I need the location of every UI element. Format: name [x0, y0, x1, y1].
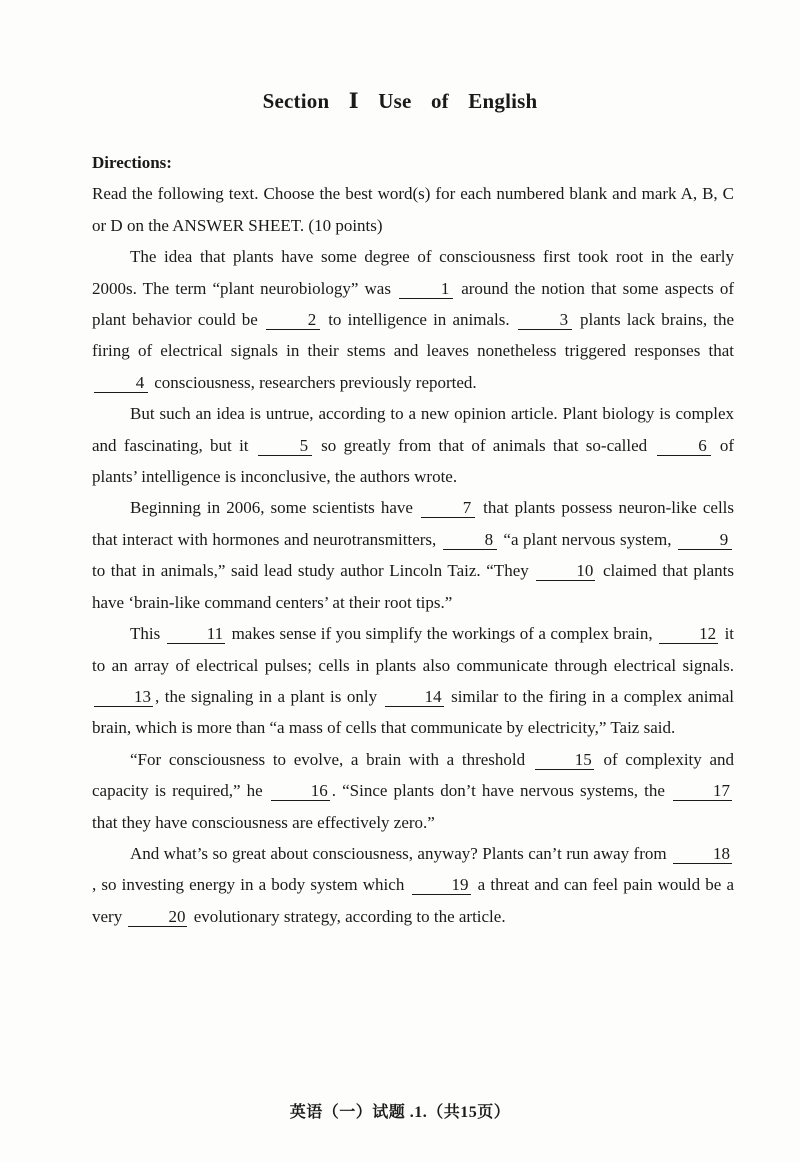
blank-13: 13	[94, 688, 153, 707]
passage-text: to that in animals,” said lead study author Lincoln Taiz. “They	[92, 561, 529, 581]
passage-text: so greatly from that of animals that so-called	[321, 435, 648, 455]
blank-2: 2	[266, 311, 320, 330]
blank-1: 1	[399, 280, 453, 299]
passage-text: Beginning in 2006, some scientists have	[130, 498, 413, 518]
blank-16: 16	[271, 782, 330, 801]
blank-4: 4	[94, 374, 148, 393]
blank-18: 18	[673, 845, 732, 864]
passage-text: evolutionary strategy, according to the article.	[193, 906, 506, 926]
passage-text: a threat and can feel pain would be a very	[92, 875, 735, 926]
passage-text: that they have consciousness are effectively zero.”	[92, 812, 435, 832]
passage-text: consciousness, researchers previously reported.	[154, 372, 477, 392]
passage-text: , so investing energy in a body system which	[92, 875, 405, 895]
blank-5: 5	[258, 437, 312, 456]
blank-6: 6	[657, 437, 711, 456]
content-area	[92, 147, 734, 932]
passage-text: The idea that plants have some degree of consciousness first took root in the early 2000s. The term “plant neurobiology” was	[92, 247, 734, 298]
passage-paragraph-2	[92, 398, 734, 492]
passage-paragraph-5	[92, 744, 734, 838]
passage-paragraph-4	[92, 618, 734, 744]
blank-14: 14	[385, 688, 444, 707]
blank-11: 11	[167, 625, 225, 644]
passage-paragraph-3	[92, 492, 734, 618]
blank-3: 3	[518, 311, 572, 330]
blank-15: 15	[535, 751, 594, 770]
passage-text: , the signaling in a plant is only	[155, 686, 378, 706]
blank-10: 10	[536, 562, 595, 581]
passage-text: similar to the firing in a complex animal brain, which is more than “a mass of cells that communicate by electricity,” Taiz said.	[92, 686, 735, 738]
passage-text: to intelligence in animals.	[328, 310, 510, 330]
passage-text: “For consciousness to evolve, a brain with a threshold	[130, 749, 526, 769]
passage-text: This	[130, 624, 161, 644]
passage-text: of plants’ intelligence is inconclusive, the authors wrote.	[92, 435, 734, 487]
page-footer: 英语（一）试题 .1.（共15页）	[289, 1104, 511, 1121]
passage-text: plants lack brains, the firing of electrical signals in their stems and leaves nonetheless triggered responses that	[92, 310, 735, 361]
blank-7: 7	[421, 499, 475, 518]
passage-text: “a plant nervous system,	[503, 529, 672, 549]
directions-label: Directions:	[92, 153, 172, 172]
passage-text: . “Since plants don’t have nervous systems, the	[331, 781, 665, 801]
blank-9: 9	[678, 531, 732, 550]
passage-text: But such an idea is untrue, according to a new opinion article. Plant biology is complex and fascinating, but it	[92, 404, 734, 455]
passage-text: makes sense if you simplify the workings of a complex brain,	[231, 624, 653, 644]
blank-12: 12	[659, 625, 718, 644]
blank-19: 19	[412, 876, 471, 895]
passage-paragraph-1	[92, 241, 734, 398]
blank-17: 17	[673, 782, 732, 801]
passage-paragraph-6	[92, 838, 734, 932]
passage-text: around the notion that some aspects of plant behavior could be	[92, 278, 734, 330]
blank-8: 8	[443, 531, 497, 550]
passage-text: that plants possess neuron-like cells that interact with hormones and neurotransmitters,	[92, 498, 735, 549]
directions-text: Read the following text. Choose the best word(s) for each numbered blank and mark A, B, C or D on the ANSWER SHEET. (10 points)	[92, 184, 734, 235]
passage-text: And what’s so great about consciousness, anyway? Plants can’t run away from	[130, 843, 667, 863]
section-title: Section Ⅰ Use of English	[262, 89, 538, 113]
blank-20: 20	[128, 908, 187, 927]
passage-text: it to an array of electrical pulses; cells in plants also communicate through electrical signals.	[92, 624, 735, 675]
passage-text: claimed that plants have ‘brain-like command centers’ at their root tips.”	[92, 561, 735, 612]
passage-text: of complexity and capacity is required,” he	[92, 749, 734, 801]
